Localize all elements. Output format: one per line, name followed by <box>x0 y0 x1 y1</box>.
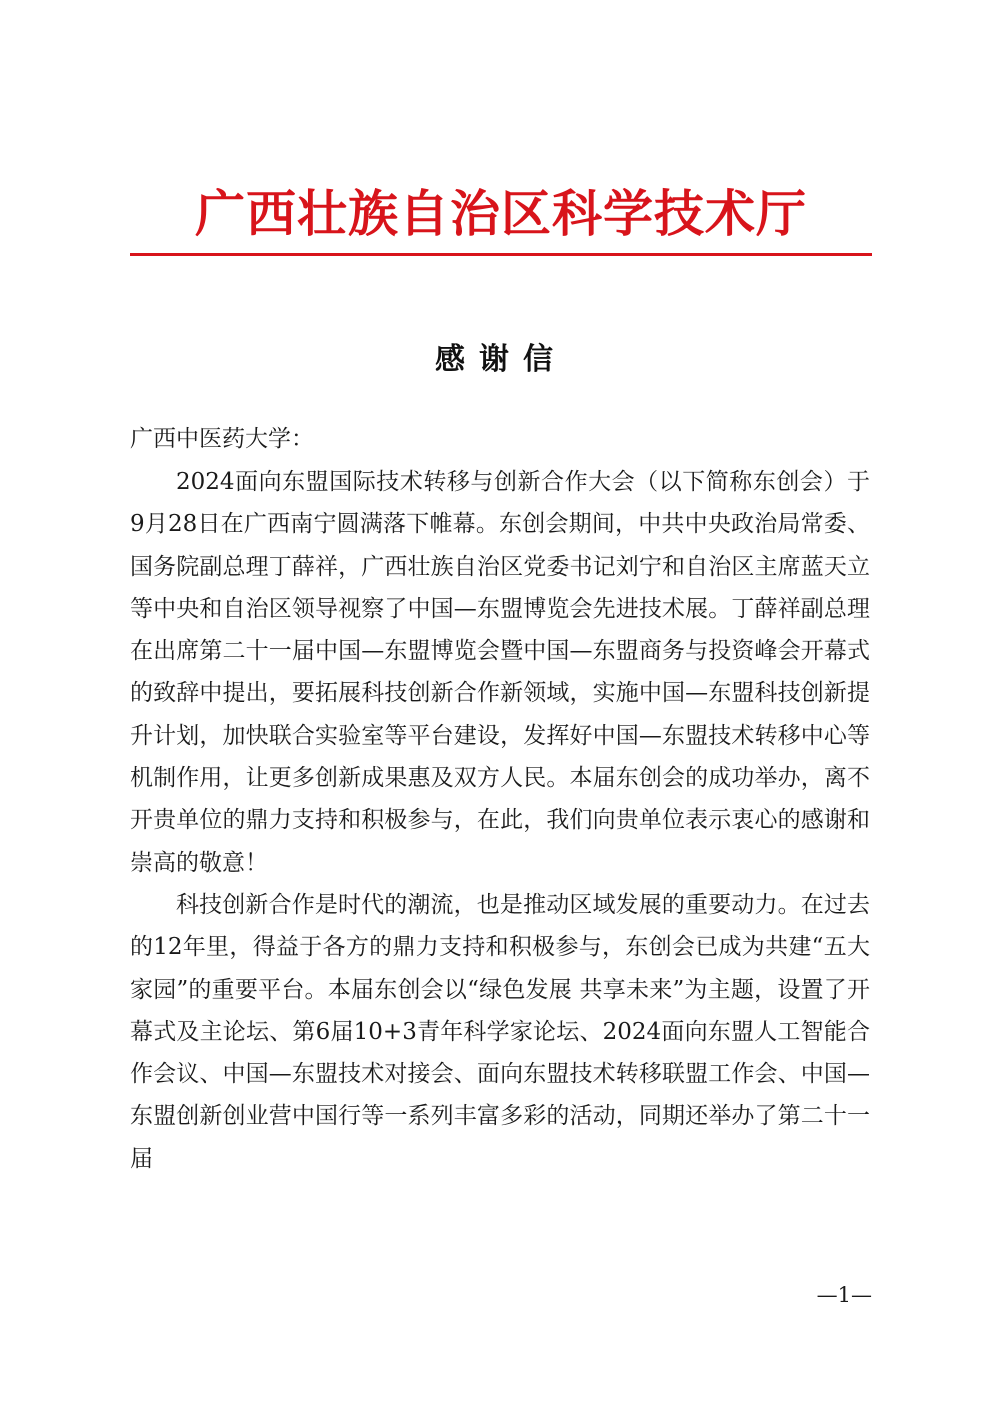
body-paragraph-2: 科技创新合作是时代的潮流，也是推动区域发展的重要动力。在过去的12年里，得益于各方的鼎力支持和积极参与，东创会已成为共建“五大家园”的重要平台。本届东创会以“绿色发展 共享未来”为主题，设置了开幕式及主论坛、第6届10+3青年科学家论坛、2024面向东盟人工智能合作会议、中国—东盟技术对接会、面向东盟技术转移联盟工作会、中国—东盟创新创业营中国行等一系列丰富多彩的活动，同期还举办了第二十一届 <box>130 891 870 1172</box>
letterhead-org-name: 广西壮族自治区科学技术厅 <box>195 184 807 243</box>
document-title: 感谢信 <box>435 342 567 377</box>
letterhead-red-rule <box>130 253 872 256</box>
body-paragraph-1: 2024面向东盟国际技术转移与创新合作大会（以下简称东创会）于9月28日在广西南宁圆满落下帷幕。东创会期间，中共中央政治局常委、国务院副总理丁薛祥，广西壮族自治区党委书记刘宁和自治区主席蓝天立等中央和自治区领导视察了中国—东盟博览会先进技术展。丁薛祥副总理在出席第二十一届中国—东盟博览会暨中国—东盟商务与投资峰会开幕式的致辞中提出，要拓展科技创新合作新领域，实施中国—东盟科技创新提升计划，加快联合实验室等平台建设，发挥好中国—东盟技术转移中心等机制作用，让更多创新成果惠及双方人民。本届东创会的成功举办，离不开贵单位的鼎力支持和积极参与，在此，我们向贵单位表示衷心的感谢和崇高的敬意！ <box>130 469 870 876</box>
letter-body <box>130 461 870 1180</box>
salutation: 广西中医药大学： <box>130 426 314 452</box>
page-number: —1— <box>816 1283 872 1307</box>
